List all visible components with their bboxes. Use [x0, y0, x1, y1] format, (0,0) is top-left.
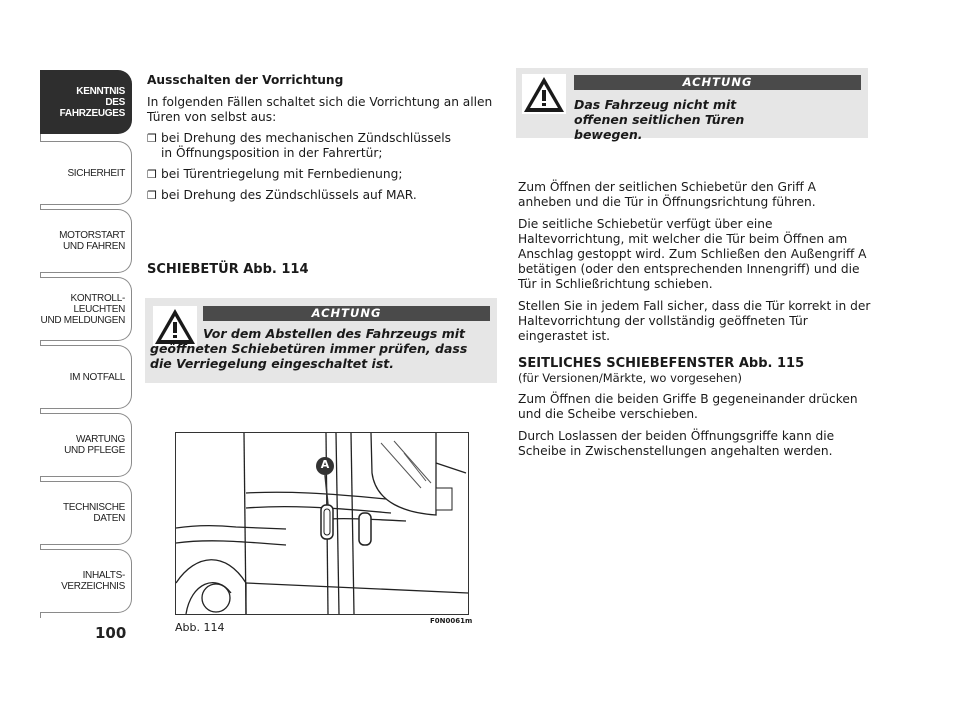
paragraph: Durch Loslassen der beiden Öffnungsgriffe kann die Scheibe in Zwischenstellungen angehalten werden. [518, 429, 835, 458]
section-title-schiebefenster: SEITLICHES SCHIEBEFENSTER Abb. 115 [518, 356, 805, 371]
tab-sicherheit[interactable]: SICHERHEIT [40, 141, 132, 205]
tab-inhaltsverzeichnis[interactable]: INHALTS- VERZEICHNIS [40, 549, 132, 613]
figure-sliding-door [175, 432, 469, 615]
list-item: ❒ bei Türentriegelung mit Fernbedienung; [147, 167, 403, 181]
list-item: ❒ bei Drehung des mechanischen Zündschlüssels in Öffnungsposition in der Fahrertür; [147, 131, 451, 160]
subheading: Ausschalten der Vorrichtung [147, 73, 344, 87]
tab-motorstart[interactable]: MOTORSTART UND FAHREN [40, 209, 132, 273]
figure-caption: Abb. 114 [175, 621, 225, 634]
callout-label-a: A [320, 458, 330, 471]
paragraph: Die seitliche Schiebetür verfügt über eine Haltevorrichtung, mit welcher die Tür beim Öffnen am Anschlag gestoppt wird. Zum Schließen den Außengriff A betätigen (oder den entsprechenden Innengriff) und die Tür in Schließrichtung schieben. [518, 217, 867, 291]
bullet-icon: ❒ [147, 132, 157, 145]
warning-text: Vor dem Abstellen des Fahrzeugs mit geöffneten Schiebetüren immer prüfen, dass die Verriegelung eingeschaltet ist. [150, 326, 468, 371]
figure-code: F0N0061m [430, 617, 473, 625]
tab-wartung[interactable]: WARTUNG UND PFLEGE [40, 413, 132, 477]
tab-kenntnis[interactable]: KENNTNIS DES FAHRZEUGES [40, 70, 132, 134]
paragraph: Zum Öffnen der seitlichen Schiebetür den Griff A anheben und die Tür in Öffnungsrichtung führen. [518, 180, 817, 209]
left-column [147, 73, 497, 209]
tab-im-notfall[interactable]: IM NOTFALL [40, 345, 132, 409]
intro-text: In folgenden Fällen schaltet sich die Vorrichtung an allen Türen von selbst aus: [147, 95, 493, 124]
paragraph: Stellen Sie in jedem Fall sicher, dass die Tür korrekt in der Haltevorrichtung der vollständig geöffneten Tür eingerastet ist. [518, 299, 871, 343]
warning-title: ACHTUNG [574, 75, 861, 90]
list-item: ❒ bei Drehung des Zündschlüssels auf MAR. [147, 188, 417, 202]
bullet-icon: ❒ [147, 168, 157, 181]
warning-title: ACHTUNG [203, 306, 490, 321]
section-note: (für Versionen/Märkte, wo vorgesehen) [518, 371, 743, 385]
warning-box-left [145, 298, 497, 383]
page-number: 100 [95, 624, 127, 642]
warning-triangle-icon [522, 74, 566, 114]
warning-box-right [516, 68, 868, 142]
warning-text: Das Fahrzeug nicht mit offenen seitlichen Türen bewegen. [574, 97, 745, 142]
section-title-schiebetuer: SCHIEBETÜR Abb. 114 [147, 262, 309, 277]
bullet-icon: ❒ [147, 189, 157, 202]
paragraph: Zum Öffnen die beiden Griffe B gegeneinander drücken und die Scheibe verschieben. [518, 392, 858, 421]
tab-kontrollleuchten[interactable]: KONTROLL- LEUCHTEN UND MELDUNGEN [40, 277, 132, 341]
right-column [518, 180, 873, 466]
tab-technische-daten[interactable]: TECHNISCHE DATEN [40, 481, 132, 545]
